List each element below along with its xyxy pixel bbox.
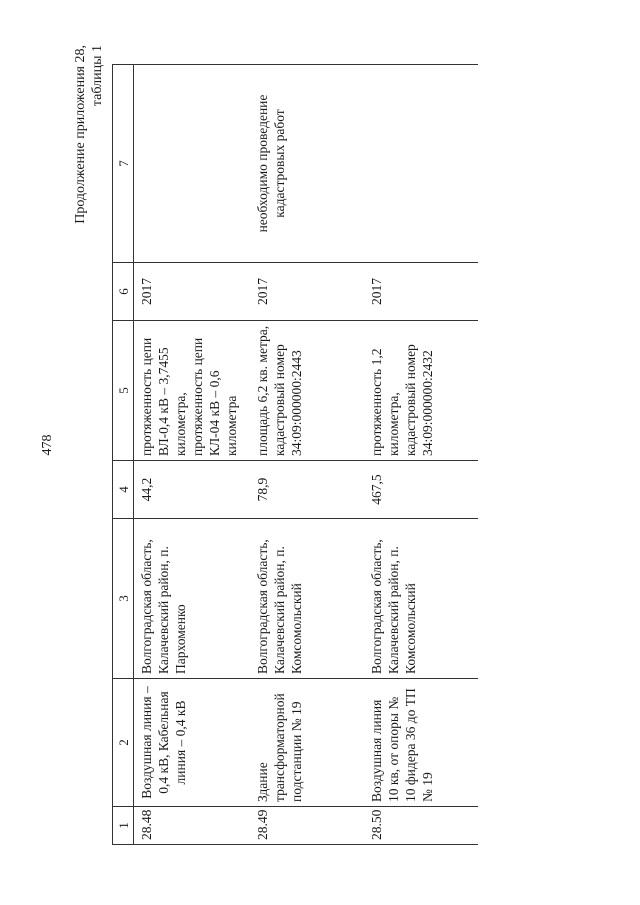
object-note: необходимо проведение кадастровых работ: [250, 65, 364, 263]
object-note: [134, 65, 251, 263]
object-characteristics: площадь 6,2 кв. метра, кадастровый номер 34:09:000000:2443: [250, 321, 364, 461]
object-location: Волгоградская область, Калачевский район, п. Комсомольский: [250, 519, 364, 679]
header-col-5: 5: [113, 321, 134, 461]
object-name: Воздушная линия 10 кв, от опоры № 10 фидера 36 до ТП № 19: [364, 679, 478, 807]
object-value: 44,2: [134, 461, 251, 519]
header-col-4: 4: [113, 461, 134, 519]
object-year: 2017: [250, 263, 364, 321]
row-number: 28.49: [250, 807, 364, 845]
object-year: 2017: [134, 263, 251, 321]
object-location: Волгоградская область, Калачевский район, п. Пархоменко: [134, 519, 251, 679]
object-name: Воздушная линия – 0,4 кВ, Кабельная линия – 0,4 кВ: [134, 679, 251, 807]
header-row: [113, 65, 134, 845]
header-col-3: 3: [113, 519, 134, 679]
header-col-6: 6: [113, 263, 134, 321]
header-col-7: 7: [113, 65, 134, 263]
table-row: [250, 65, 364, 845]
object-note: [364, 65, 478, 263]
row-number: 28.48: [134, 807, 251, 845]
table-row: [134, 65, 251, 845]
object-characteristics: протяженность цепи ВЛ-0,4 кВ – 3,7455 километра, протяженность цепи КЛ-04 кВ – 0,6 километра: [134, 321, 251, 461]
property-table: [112, 64, 478, 845]
object-value: 467,5: [364, 461, 478, 519]
object-characteristics: протяженность 1,2 километра, кадастровый номер 34:09:000000:2432: [364, 321, 478, 461]
page-number: 478: [40, 434, 55, 456]
table-row: [364, 65, 478, 845]
object-name: Здание трансформаторной подстанции № 19: [250, 679, 364, 807]
object-year: 2017: [364, 263, 478, 321]
continuation-heading: [72, 45, 106, 224]
object-location: Волгоградская область, Калачевский район, п. Комсомольский: [364, 519, 478, 679]
object-value: 78,9: [250, 461, 364, 519]
continuation-line-1: Продолжение приложения 28,: [73, 45, 88, 224]
row-number: 28.50: [364, 807, 478, 845]
header-col-1: 1: [113, 807, 134, 845]
header-col-2: 2: [113, 679, 134, 807]
continuation-line-2: таблицы 1: [90, 45, 105, 107]
